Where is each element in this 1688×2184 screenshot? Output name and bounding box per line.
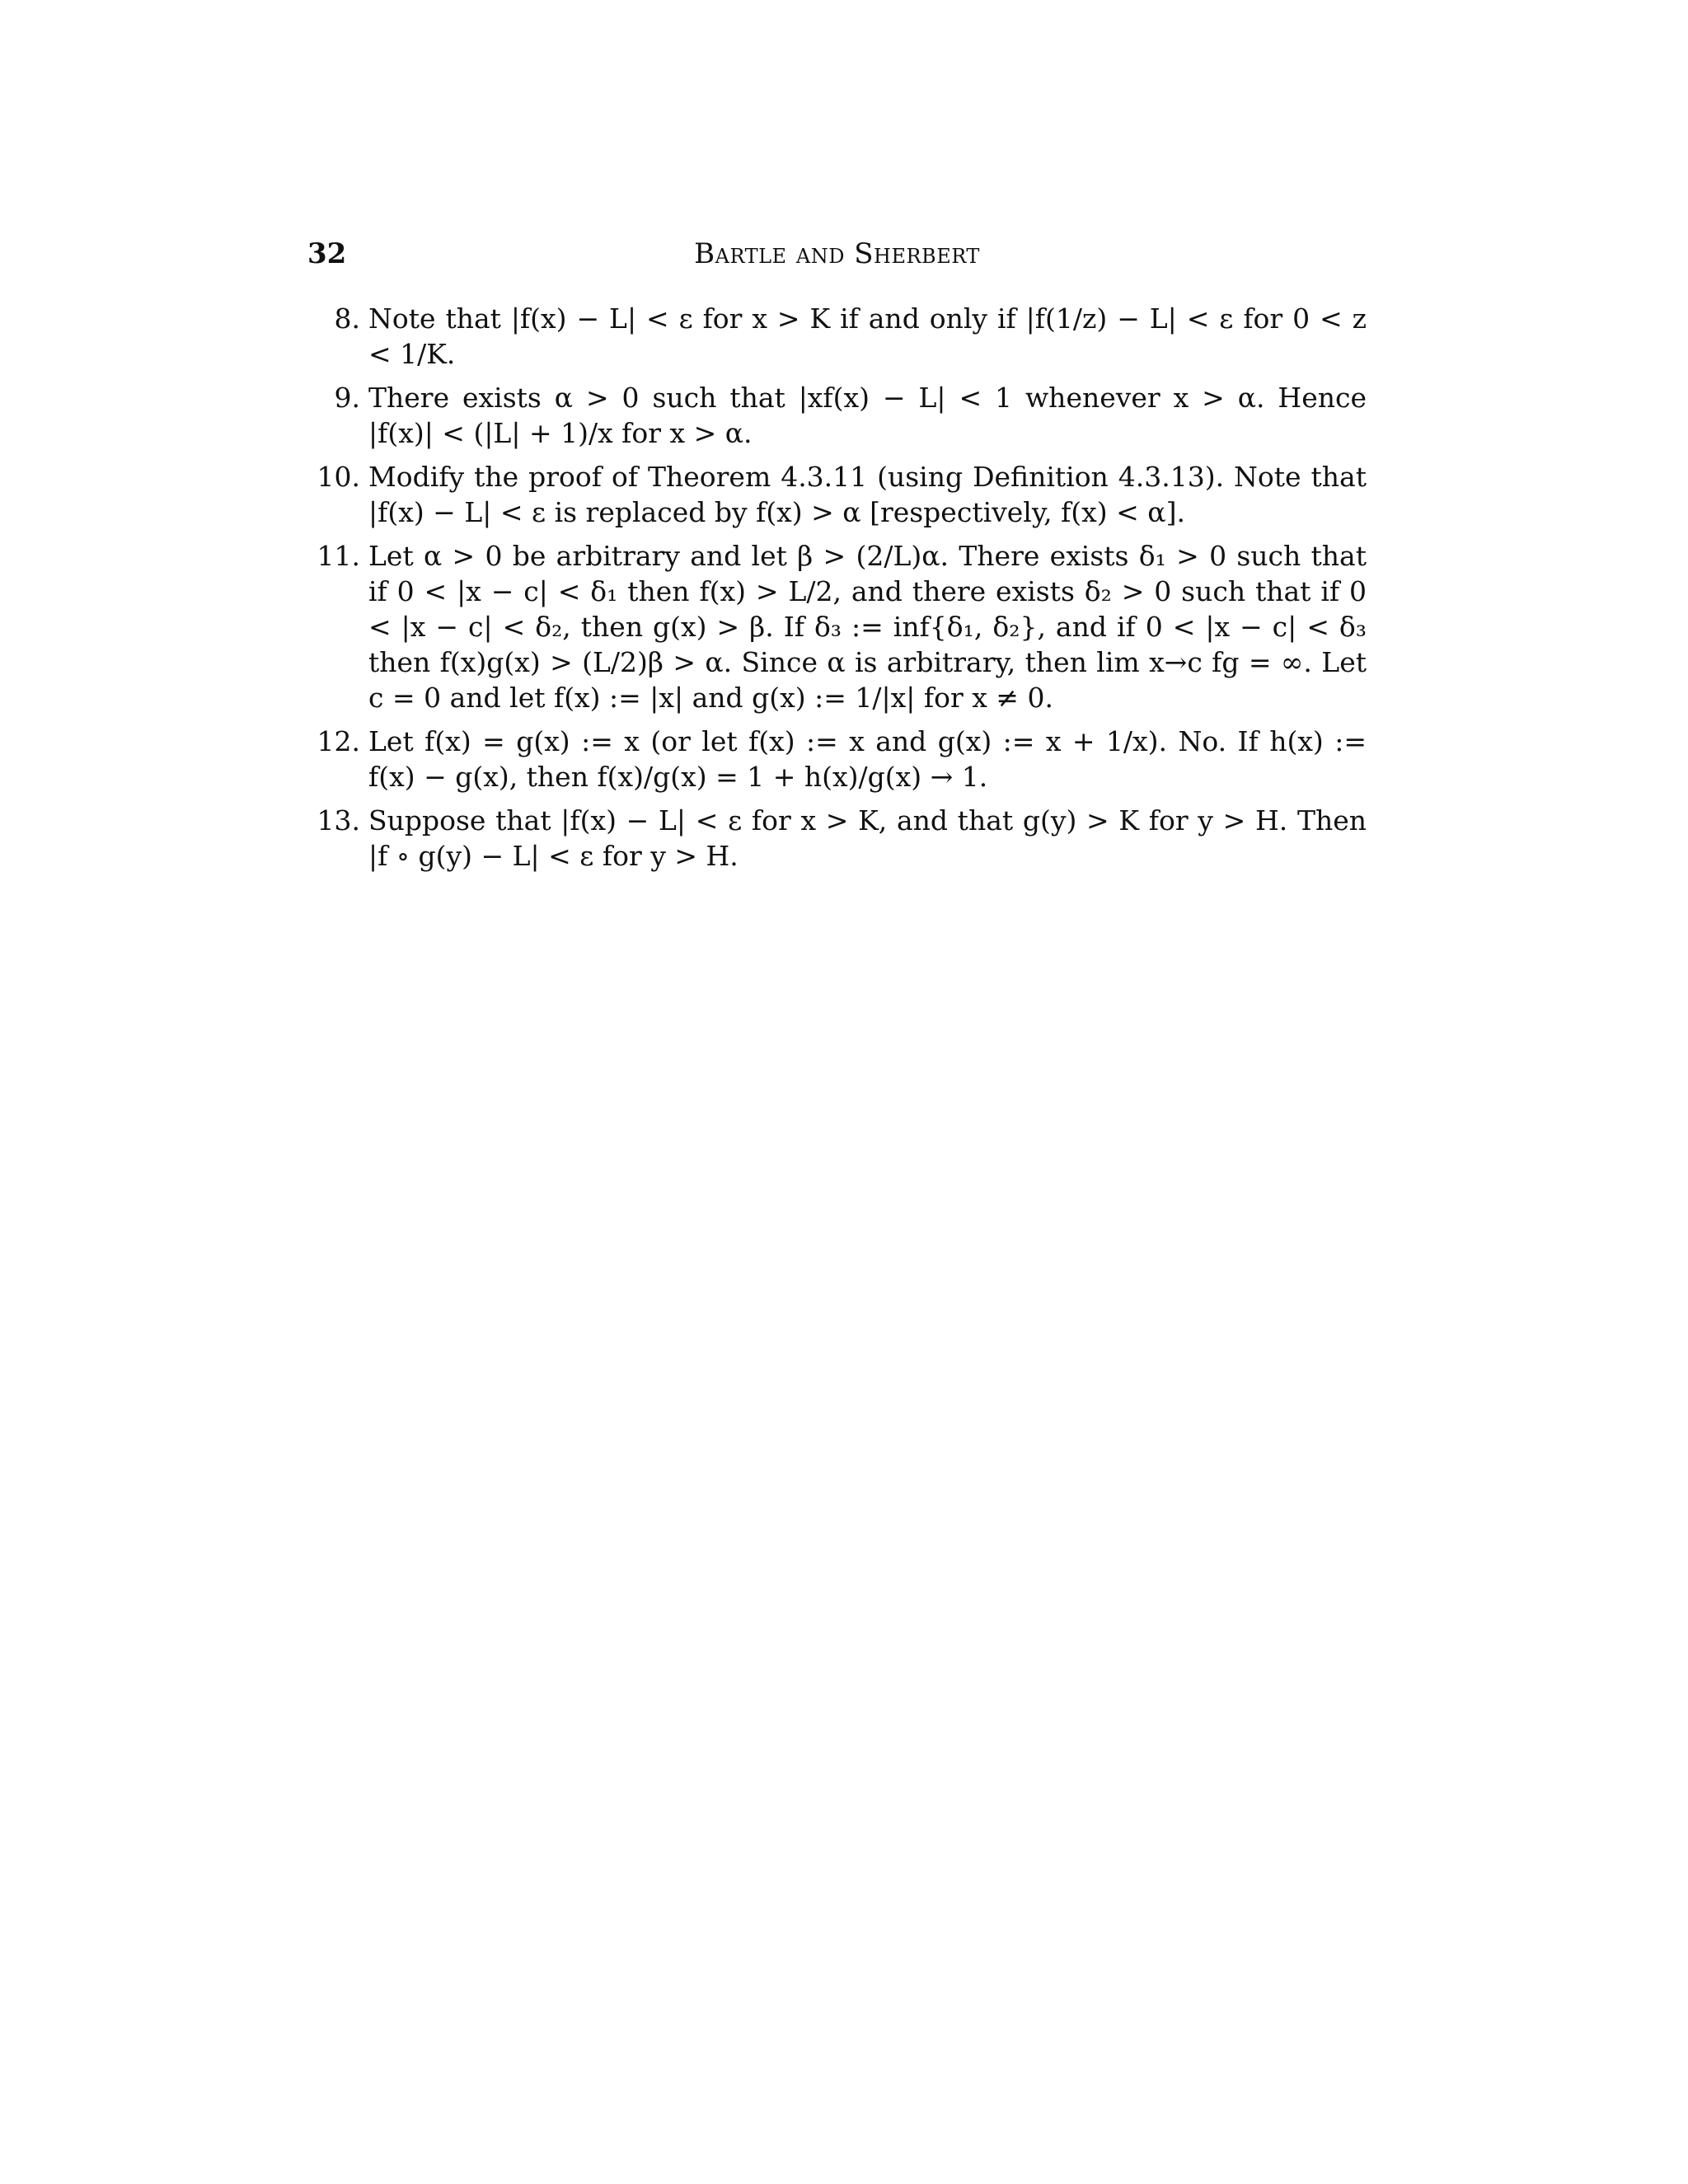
page-header [307, 237, 1367, 280]
list-item [307, 803, 1367, 874]
item-number: 12. [316, 725, 360, 757]
list-item [307, 459, 1367, 530]
item-text: Let f(x) = g(x) := x (or let f(x) := x and g(x) := x + 1/x). No. If h(x) := f(x) − g(x), then f(x)/g(x) = 1 + h(x)/g(x) → 1. [368, 725, 1367, 793]
item-number: 8. [334, 302, 360, 335]
item-number: 9. [334, 382, 360, 414]
running-head: Bartle and Sherbert [694, 237, 980, 270]
item-text: Modify the proof of Theorem 4.3.11 (using Definition 4.3.13). Note that |f(x) − L| < ε is replaced by f(x) > α [respectively, f(x) < α]. [368, 461, 1367, 528]
item-number: 11. [316, 540, 360, 572]
item-text: Note that |f(x) − L| < ε for x > K if and only if |f(1/z) − L| < ε for 0 < z < 1/K. [368, 302, 1367, 370]
list-item [307, 301, 1367, 372]
solutions-list [307, 301, 1367, 882]
item-number: 10. [316, 461, 360, 493]
page-number: 32 [307, 237, 347, 270]
list-item [307, 380, 1367, 451]
list-item [307, 724, 1367, 794]
item-number: 13. [316, 804, 360, 837]
item-text: There exists α > 0 such that |xf(x) − L| < 1 whenever x > α. Hence |f(x)| < (|L| + 1)/x for x > α. [368, 382, 1367, 449]
list-item [307, 538, 1367, 715]
item-text: Let α > 0 be arbitrary and let β > (2/L)α. There exists δ₁ > 0 such that if 0 < |x − c| < δ₁ then f(x) > L/2, and there exists δ₂ > 0 such that if 0 < |x − c| < δ₂, then g(x) > β. If δ₃ := inf{δ₁, δ₂}, and if 0 < |x − c| < δ₃ then f(x)g(x) > (L/2)β > α. Since α is arbitrary, then lim x→c fg = ∞. Let c = 0 and let f(x) := |x| and g(x) := 1/|x| for x ≠ 0. [368, 540, 1367, 714]
item-text: Suppose that |f(x) − L| < ε for x > K, and that g(y) > K for y > H. Then |f ∘ g(y) − L| < ε for y > H. [368, 804, 1367, 872]
